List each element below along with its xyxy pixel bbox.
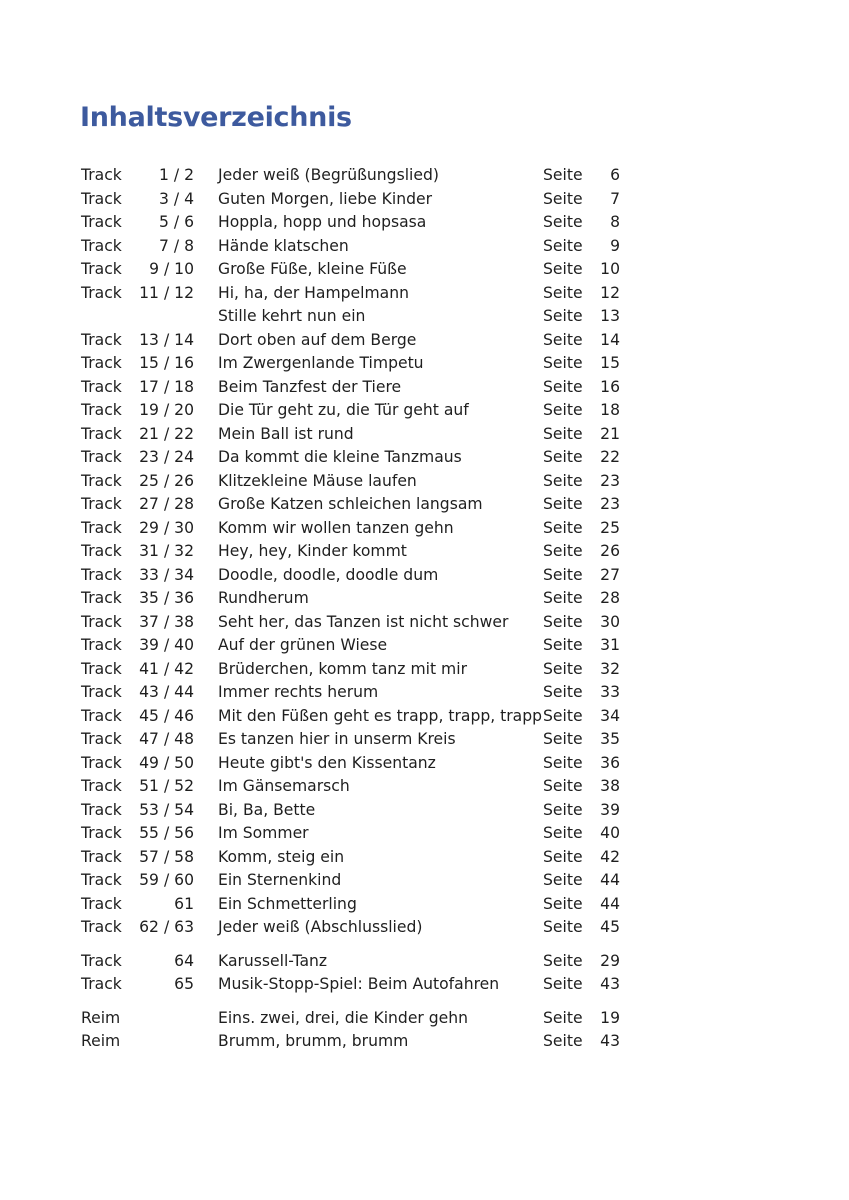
toc-row-track-number: 29 / 30 xyxy=(139,518,194,537)
toc-row xyxy=(0,822,849,846)
toc-group xyxy=(0,164,849,940)
toc-row-title: Hoppla, hopp und hopsasa xyxy=(218,213,427,231)
toc-row-label: Track xyxy=(81,542,122,560)
toc-row-label: Track xyxy=(81,847,122,866)
toc-row-title: Seht her, das Tanzen ist nicht schwer xyxy=(218,612,509,631)
toc-row-title: Rundherum xyxy=(218,589,309,607)
toc-row-seite-label: Seite xyxy=(543,706,583,725)
toc-row-seite-label: Seite xyxy=(543,894,583,913)
toc-row-label: Track xyxy=(81,330,122,349)
toc-row-title: Klitzekleine Mäuse laufen xyxy=(218,471,417,490)
toc-row xyxy=(0,916,849,940)
toc-row-seite-label: Seite xyxy=(543,753,583,772)
toc-row-seite-label: Seite xyxy=(543,260,583,278)
toc-row-title: Karussell-Tanz xyxy=(218,951,328,970)
toc-row-seite-label: Seite xyxy=(543,683,583,701)
toc-row-track-number: 37 / 38 xyxy=(139,612,194,631)
toc-row-label: Track xyxy=(81,401,122,419)
toc-row-track-number: 35 / 36 xyxy=(139,589,194,607)
table-of-contents xyxy=(0,164,849,1054)
toc-row-seite-label: Seite xyxy=(543,589,583,607)
toc-row-label: Track xyxy=(81,213,122,231)
toc-row xyxy=(0,893,849,917)
toc-row xyxy=(0,1007,849,1031)
toc-row-page-number: 23 xyxy=(600,495,620,513)
toc-row-seite-label: Seite xyxy=(543,377,583,396)
toc-row-page-number: 33 xyxy=(600,683,620,701)
toc-row xyxy=(0,869,849,893)
toc-row-title: Guten Morgen, liebe Kinder xyxy=(218,189,432,208)
toc-row-page-number: 44 xyxy=(600,871,620,889)
toc-row-seite-label: Seite xyxy=(543,636,583,654)
toc-row xyxy=(0,188,849,212)
toc-row xyxy=(0,728,849,752)
toc-row-label: Reim xyxy=(81,1032,121,1050)
toc-row xyxy=(0,705,849,729)
toc-row-label: Track xyxy=(81,753,122,772)
toc-row-label: Reim xyxy=(81,1008,121,1027)
toc-row-seite-label: Seite xyxy=(543,354,583,372)
toc-row-title: Doodle, doodle, doodle dum xyxy=(218,565,439,584)
toc-row-page-number: 8 xyxy=(610,213,620,231)
toc-row-track-number: 45 / 46 xyxy=(139,706,194,725)
toc-row xyxy=(0,376,849,400)
toc-row-page-number: 31 xyxy=(600,636,620,654)
toc-row-title: Im Gänsemarsch xyxy=(218,777,350,795)
toc-row xyxy=(0,973,849,997)
toc-row-track-number: 41 / 42 xyxy=(139,659,194,678)
toc-row-label: Track xyxy=(81,894,122,913)
toc-row-page-number: 42 xyxy=(600,847,620,866)
toc-row-page-number: 32 xyxy=(600,659,620,678)
toc-row-seite-label: Seite xyxy=(543,918,583,936)
toc-row-seite-label: Seite xyxy=(543,975,583,993)
toc-row-label: Track xyxy=(81,377,122,396)
toc-row-label: Track xyxy=(81,495,122,513)
toc-row xyxy=(0,1030,849,1054)
toc-row-label: Track xyxy=(81,975,122,993)
toc-row-seite-label: Seite xyxy=(543,847,583,866)
toc-row-track-number: 17 / 18 xyxy=(139,377,194,396)
toc-row-label: Track xyxy=(81,800,122,819)
toc-row-page-number: 25 xyxy=(600,518,620,537)
toc-row-title: Hände klatschen xyxy=(218,236,349,255)
toc-row-page-number: 35 xyxy=(600,730,620,748)
toc-row-title: Hi, ha, der Hampelmann xyxy=(218,283,409,302)
toc-row xyxy=(0,540,849,564)
toc-row-label: Track xyxy=(81,683,122,701)
toc-row xyxy=(0,587,849,611)
toc-row-page-number: 13 xyxy=(600,307,620,325)
toc-row-page-number: 45 xyxy=(600,918,620,936)
toc-row-page-number: 18 xyxy=(600,401,620,419)
toc-row-seite-label: Seite xyxy=(543,189,583,208)
toc-row-track-number: 21 / 22 xyxy=(139,424,194,443)
toc-row-seite-label: Seite xyxy=(543,565,583,584)
toc-row-title: Brüderchen, komm tanz mit mir xyxy=(218,659,467,678)
toc-row-track-number: 33 / 34 xyxy=(139,565,194,584)
toc-row-seite-label: Seite xyxy=(543,518,583,537)
toc-row xyxy=(0,775,849,799)
toc-row-track-number: 59 / 60 xyxy=(139,871,194,889)
toc-row-track-number: 15 / 16 xyxy=(139,354,194,372)
toc-row-label: Track xyxy=(81,448,122,466)
toc-row-seite-label: Seite xyxy=(543,659,583,678)
toc-row-page-number: 40 xyxy=(600,824,620,842)
toc-row-seite-label: Seite xyxy=(543,542,583,560)
toc-row-seite-label: Seite xyxy=(543,330,583,349)
toc-row-seite-label: Seite xyxy=(543,448,583,466)
toc-row-track-number: 62 / 63 xyxy=(139,918,194,936)
toc-row-track-number: 65 xyxy=(174,975,194,993)
toc-row xyxy=(0,258,849,282)
toc-row xyxy=(0,211,849,235)
toc-row-seite-label: Seite xyxy=(543,471,583,490)
toc-row xyxy=(0,634,849,658)
toc-row xyxy=(0,517,849,541)
toc-row-label: Track xyxy=(81,824,122,842)
toc-row-seite-label: Seite xyxy=(543,236,583,255)
toc-row-seite-label: Seite xyxy=(543,730,583,748)
toc-row-track-number: 57 / 58 xyxy=(139,847,194,866)
toc-row-track-number: 7 / 8 xyxy=(158,236,194,255)
toc-row-seite-label: Seite xyxy=(543,951,583,970)
toc-row-page-number: 22 xyxy=(600,448,620,466)
toc-group xyxy=(0,950,849,997)
toc-row-title: Heute gibt's den Kissentanz xyxy=(218,753,436,772)
toc-row xyxy=(0,235,849,259)
toc-row xyxy=(0,446,849,470)
toc-row-label: Track xyxy=(81,283,122,302)
toc-row-track-number: 23 / 24 xyxy=(139,448,194,466)
toc-row-page-number: 14 xyxy=(600,330,620,349)
page-title: Inhaltsverzeichnis xyxy=(80,102,352,133)
toc-row-page-number: 9 xyxy=(610,236,620,255)
toc-row-track-number: 39 / 40 xyxy=(139,636,194,654)
toc-row xyxy=(0,352,849,376)
toc-row-track-number: 5 / 6 xyxy=(158,213,194,231)
toc-row-title: Immer rechts herum xyxy=(218,683,379,701)
toc-row xyxy=(0,846,849,870)
toc-row-page-number: 26 xyxy=(600,542,620,560)
toc-row-page-number: 29 xyxy=(600,951,620,970)
toc-row-track-number: 27 / 28 xyxy=(139,495,194,513)
toc-row-track-number: 13 / 14 xyxy=(139,330,194,349)
toc-row-label: Track xyxy=(81,777,122,795)
toc-row-page-number: 7 xyxy=(610,189,620,208)
toc-row xyxy=(0,399,849,423)
toc-row-page-number: 38 xyxy=(600,777,620,795)
toc-row xyxy=(0,305,849,329)
toc-row-track-number: 55 / 56 xyxy=(139,824,194,842)
toc-row-seite-label: Seite xyxy=(543,1032,583,1050)
toc-row-title: Dort oben auf dem Berge xyxy=(218,330,417,349)
toc-row xyxy=(0,423,849,447)
toc-row-title: Hey, hey, Kinder kommt xyxy=(218,542,407,560)
toc-row-label: Track xyxy=(81,612,122,631)
toc-row-page-number: 6 xyxy=(610,166,620,184)
toc-row xyxy=(0,564,849,588)
toc-row-title: Musik-Stopp-Spiel: Beim Autofahren xyxy=(218,975,500,993)
toc-row-track-number: 1 / 2 xyxy=(158,166,194,184)
toc-row-track-number: 47 / 48 xyxy=(139,730,194,748)
toc-row-title: Mein Ball ist rund xyxy=(218,424,354,443)
toc-row-title: Jeder weiß (Begrüßungslied) xyxy=(218,166,439,184)
toc-row-page-number: 21 xyxy=(600,424,620,443)
toc-row-track-number: 31 / 32 xyxy=(139,542,194,560)
toc-row-page-number: 43 xyxy=(600,975,620,993)
toc-row xyxy=(0,164,849,188)
toc-row-seite-label: Seite xyxy=(543,824,583,842)
toc-row-label: Track xyxy=(81,730,122,748)
toc-row-seite-label: Seite xyxy=(543,871,583,889)
toc-row-track-number: 53 / 54 xyxy=(139,800,194,819)
toc-row-page-number: 30 xyxy=(600,612,620,631)
toc-group xyxy=(0,1007,849,1054)
toc-row-label: Track xyxy=(81,565,122,584)
toc-row-seite-label: Seite xyxy=(543,612,583,631)
toc-row-title: Stille kehrt nun ein xyxy=(218,307,366,325)
toc-row-title: Große Füße, kleine Füße xyxy=(218,260,407,278)
toc-row-title: Auf der grünen Wiese xyxy=(218,636,388,654)
toc-row-title: Da kommt die kleine Tanzmaus xyxy=(218,448,462,466)
toc-row-page-number: 23 xyxy=(600,471,620,490)
toc-row-title: Im Zwergenlande Timpetu xyxy=(218,354,424,372)
toc-row-track-number: 43 / 44 xyxy=(139,683,194,701)
toc-row-label: Track xyxy=(81,589,122,607)
toc-row xyxy=(0,329,849,353)
toc-row-title: Eins. zwei, drei, die Kinder gehn xyxy=(218,1008,469,1027)
toc-row-seite-label: Seite xyxy=(543,166,583,184)
toc-row-track-number: 51 / 52 xyxy=(139,777,194,795)
toc-row xyxy=(0,799,849,823)
toc-row-seite-label: Seite xyxy=(543,213,583,231)
toc-row-label: Track xyxy=(81,471,122,490)
toc-row xyxy=(0,950,849,974)
toc-row-title: Die Tür geht zu, die Tür geht auf xyxy=(218,401,469,419)
toc-row-label: Track xyxy=(81,260,122,278)
toc-row-page-number: 36 xyxy=(600,753,620,772)
toc-row-title: Ein Sternenkind xyxy=(218,871,342,889)
toc-row-label: Track xyxy=(81,354,122,372)
toc-row-seite-label: Seite xyxy=(543,307,583,325)
toc-row-track-number: 25 / 26 xyxy=(139,471,194,490)
toc-row-label: Track xyxy=(81,706,122,725)
toc-row xyxy=(0,493,849,517)
toc-row-label: Track xyxy=(81,871,122,889)
toc-row xyxy=(0,658,849,682)
toc-row-title: Jeder weiß (Abschlusslied) xyxy=(218,918,423,936)
toc-row-title: Große Katzen schleichen langsam xyxy=(218,495,483,513)
toc-row-title: Im Sommer xyxy=(218,824,309,842)
toc-row-title: Es tanzen hier in unserm Kreis xyxy=(218,730,456,748)
toc-row-track-number: 49 / 50 xyxy=(139,753,194,772)
toc-row-page-number: 39 xyxy=(600,800,620,819)
toc-row-label: Track xyxy=(81,166,122,184)
toc-row-page-number: 19 xyxy=(600,1008,620,1027)
toc-row-seite-label: Seite xyxy=(543,495,583,513)
toc-row-page-number: 16 xyxy=(600,377,620,396)
toc-row-page-number: 44 xyxy=(600,894,620,913)
toc-row-label: Track xyxy=(81,236,122,255)
toc-row-track-number: 9 / 10 xyxy=(149,260,194,278)
toc-row-label: Track xyxy=(81,659,122,678)
toc-row-page-number: 43 xyxy=(600,1032,620,1050)
toc-row-label: Track xyxy=(81,636,122,654)
toc-row-track-number: 11 / 12 xyxy=(139,283,194,302)
toc-row-title: Bi, Ba, Bette xyxy=(218,800,316,819)
toc-row-label: Track xyxy=(81,918,122,936)
toc-row-seite-label: Seite xyxy=(543,283,583,302)
toc-row-track-number: 3 / 4 xyxy=(158,189,194,208)
toc-row-track-number: 19 / 20 xyxy=(139,401,194,419)
toc-row xyxy=(0,470,849,494)
toc-row-page-number: 15 xyxy=(600,354,620,372)
toc-row-seite-label: Seite xyxy=(543,1008,583,1027)
toc-row-label: Track xyxy=(81,189,122,208)
toc-row-title: Komm wir wollen tanzen gehn xyxy=(218,518,454,537)
toc-row-title: Ein Schmetterling xyxy=(218,894,357,913)
toc-row-track-number: 61 xyxy=(174,894,194,913)
toc-row-title: Komm, steig ein xyxy=(218,847,345,866)
toc-row-label: Track xyxy=(81,951,122,970)
toc-row xyxy=(0,282,849,306)
toc-row-title: Beim Tanzfest der Tiere xyxy=(218,377,402,396)
toc-row-seite-label: Seite xyxy=(543,401,583,419)
toc-row xyxy=(0,752,849,776)
toc-row-page-number: 12 xyxy=(600,283,620,302)
toc-row-seite-label: Seite xyxy=(543,800,583,819)
toc-row-page-number: 34 xyxy=(600,706,620,725)
toc-row-label: Track xyxy=(81,424,122,443)
toc-row xyxy=(0,611,849,635)
toc-row-title: Mit den Füßen geht es trapp, trapp, trapp xyxy=(218,706,543,725)
toc-row-title: Brumm, brumm, brumm xyxy=(218,1032,409,1050)
toc-row-page-number: 10 xyxy=(600,260,620,278)
toc-row-page-number: 28 xyxy=(600,589,620,607)
toc-row-track-number: 64 xyxy=(174,951,194,970)
toc-row-seite-label: Seite xyxy=(543,424,583,443)
toc-row-label: Track xyxy=(81,518,122,537)
toc-row-page-number: 27 xyxy=(600,565,620,584)
toc-row xyxy=(0,681,849,705)
toc-row-seite-label: Seite xyxy=(543,777,583,795)
